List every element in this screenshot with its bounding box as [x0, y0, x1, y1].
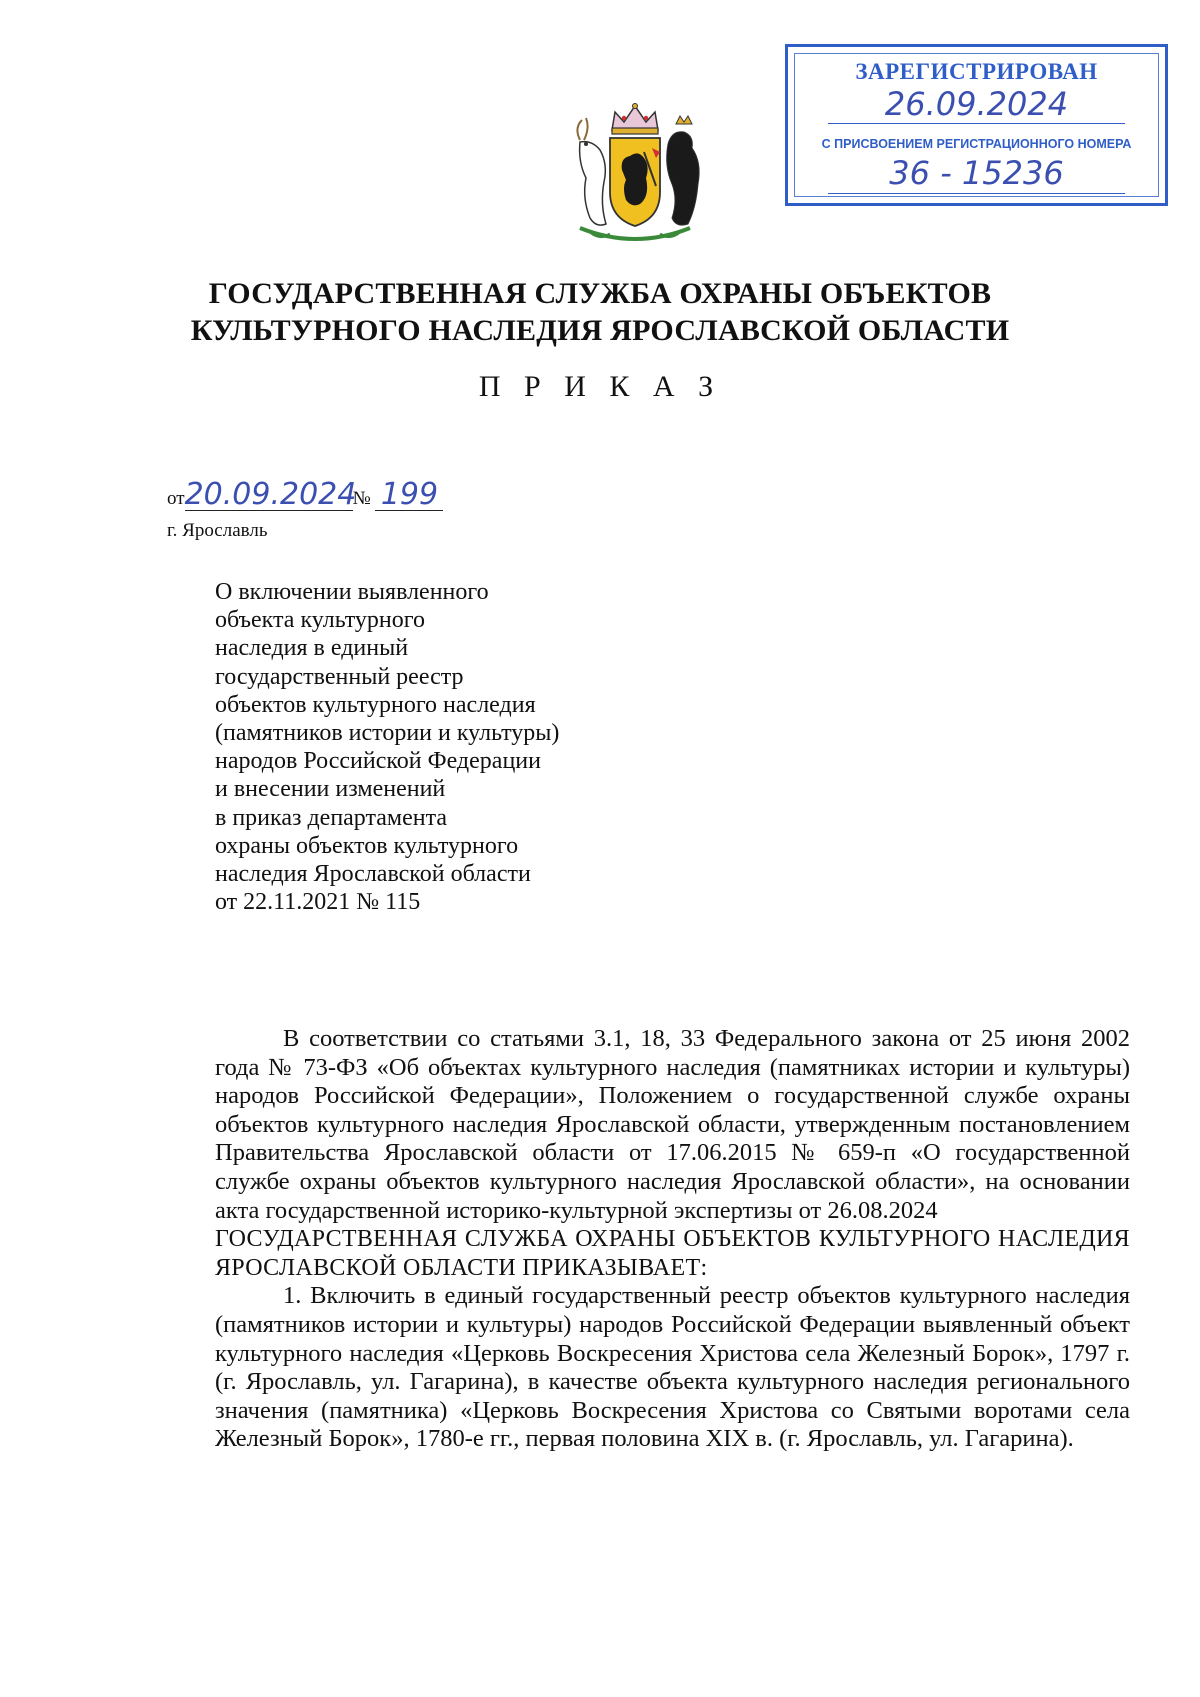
- org-line-1: ГОСУДАРСТВЕННАЯ СЛУЖБА ОХРАНЫ ОБЪЕКТОВ: [208, 277, 992, 310]
- order-number: 199: [375, 480, 443, 511]
- item-1-paragraph: 1. Включить в единый государственный реестр объектов культурного наследия (памятников истории и культуры) народов Российской Федерации выявленный объект культурного наследия «Церковь Воскресения Христова села Железный Борок», 1797 г. (г. Ярославль, ул. Гагарина), в качестве объекта культурного наследия регионального значения (памятника) «Церковь Воскресения Христова со Святыми воротами села Железный Борок», 1780-е гг., первая половина XIX в. (г. Ярославль, ул. Гагарина).: [215, 1282, 1130, 1453]
- order-date: 20.09.2024: [184, 477, 357, 512]
- subject-line: (памятников истории и культуры): [215, 720, 560, 747]
- subject-line: от 22.11.2021 № 115: [215, 889, 421, 916]
- stamp-number: 36 - 15236: [828, 153, 1125, 194]
- stamp-title: ЗАРЕГИСТРИРОВАН: [855, 59, 1098, 84]
- registration-stamp: [785, 44, 1168, 206]
- subject-line: народов Российской Федерации: [215, 748, 541, 775]
- stamp-subtitle: С ПРИСВОЕНИЕМ РЕГИСТРАЦИОННОГО НОМЕРА: [821, 137, 1132, 151]
- stamp-date: 26.09.2024: [828, 85, 1125, 124]
- document-type: П Р И К А З: [478, 370, 722, 403]
- subject-line: государственный реестр: [215, 663, 464, 690]
- number-prefix: №: [352, 488, 371, 509]
- subject-line: наследия Ярославской области: [215, 861, 531, 888]
- subject-line: наследия в единый: [215, 635, 409, 662]
- order-city: г. Ярославль: [167, 520, 268, 541]
- subject-line: охраны объектов культурного: [215, 832, 519, 859]
- subject-line: в приказ департамента: [215, 804, 448, 831]
- date-prefix: от: [167, 488, 185, 509]
- org-line-2: КУЛЬТУРНОГО НАСЛЕДИЯ ЯРОСЛАВСКОЙ ОБЛАСТИ: [190, 314, 1010, 347]
- order-date-number-line: [167, 477, 443, 512]
- subject-line: и внесении изменений: [215, 776, 446, 803]
- ordering-clause: ГОСУДАРСТВЕННАЯ СЛУЖБА ОХРАНЫ ОБЪЕКТОВ КУЛЬТУРНОГО НАСЛЕДИЯ ЯРОСЛАВСКОЙ ОБЛАСТИ ПРИКАЗЫВАЕТ:: [215, 1226, 1130, 1281]
- subject-line: О включении выявленного: [215, 579, 489, 605]
- subject-line: объектов культурного наследия: [215, 691, 536, 718]
- subject-line: объекта культурного: [215, 607, 425, 634]
- yaroslavl-coat-of-arms-icon: [560, 100, 710, 250]
- order-body: [215, 1025, 1130, 1454]
- order-subject: [215, 578, 559, 916]
- preamble-paragraph: В соответствии со статьями 3.1, 18, 33 Федерального закона от 25 июня 2002 года № 73-ФЗ «Об объектах культурного наследия (памятниках истории и культуры) народов Российской Федерации», Положением о государственной службе охраны объектов культурного наследия Ярославской области, утвержденным постановлением Правительства Ярославской области от 17.06.2015 № 659-п «О государственной службе охраны объектов культурного наследия Ярославской области», на основании акта государственной историко-культурной экспертизы от 26.08.2024: [215, 1025, 1130, 1224]
- organization-name: [0, 275, 1200, 349]
